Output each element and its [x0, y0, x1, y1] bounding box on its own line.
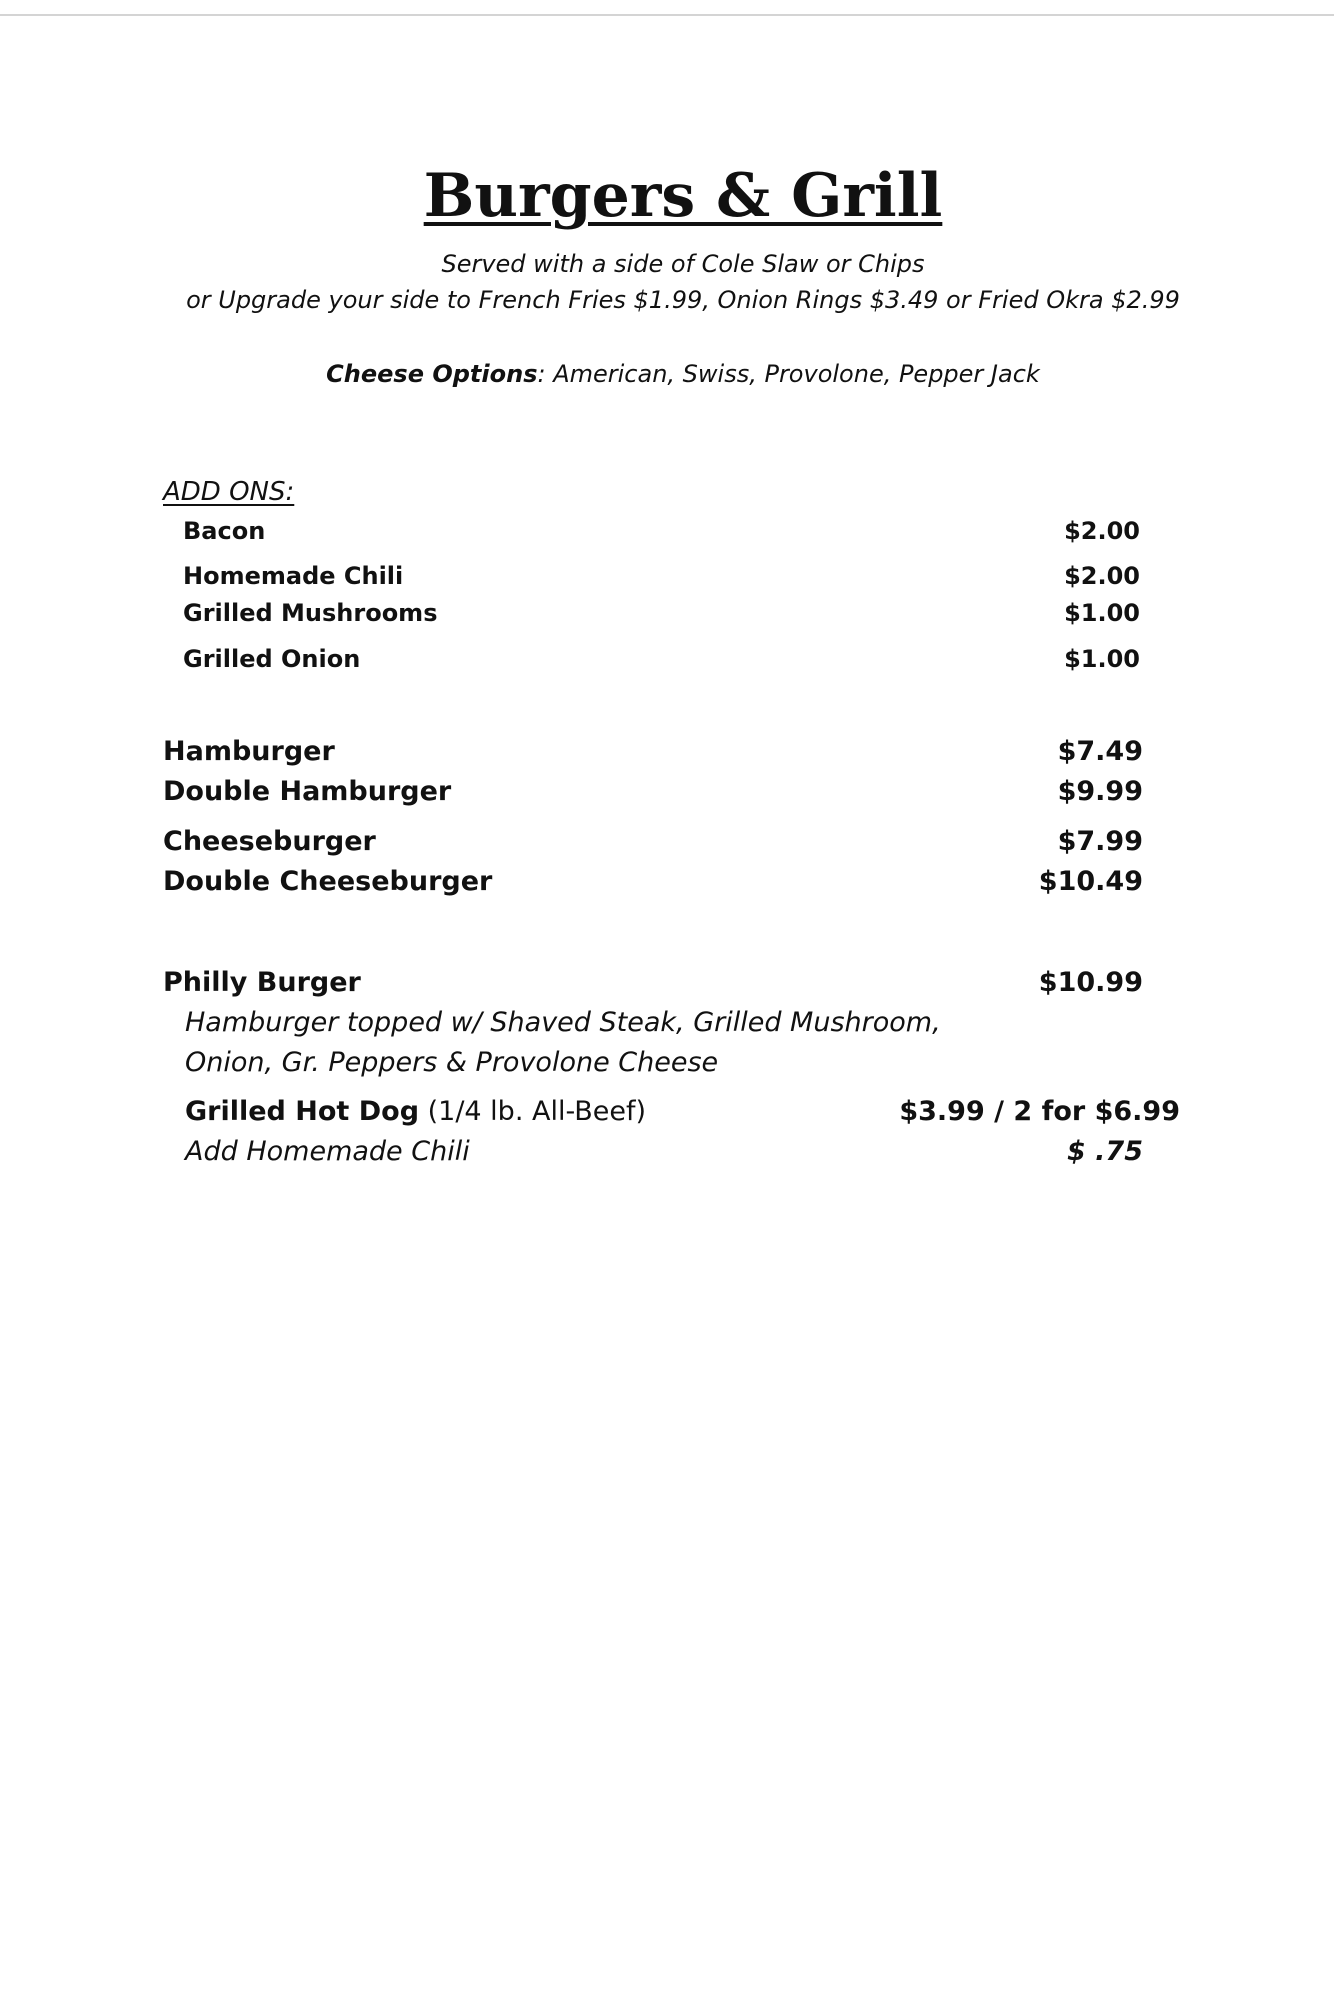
menu-item-price: $7.99 — [1057, 826, 1143, 857]
served-with-note: Served with a side of Cole Slaw or Chips — [441, 250, 925, 278]
addon-item-name: Bacon — [183, 517, 266, 545]
hot-dog-item — [185, 1094, 646, 1130]
philly-burger-name: Philly Burger — [163, 967, 361, 998]
menu-item-price: $7.49 — [1057, 736, 1143, 767]
menu-item-name: Double Hamburger — [163, 776, 452, 807]
menu-item-name: Double Cheeseburger — [163, 866, 493, 897]
top-divider — [0, 14, 1334, 16]
menu-title: Burgers & Grill — [423, 161, 943, 231]
philly-burger-price: $10.99 — [1038, 967, 1143, 998]
addon-item-price: $2.00 — [1064, 562, 1140, 590]
menu-item-name: Cheeseburger — [163, 826, 376, 857]
hot-dog-addon-label: Add Homemade Chili — [185, 1136, 470, 1167]
cheese-options-label: Cheese Options — [326, 360, 538, 388]
upgrade-side-note: or Upgrade your side to French Fries $1.99, Onion Rings $3.49 or Fried Okra $2.99 — [186, 286, 1180, 314]
hot-dog-price: $3.99 / 2 for $6.99 — [899, 1096, 1180, 1127]
hot-dog-name: Grilled Hot Dog — [185, 1096, 420, 1127]
hot-dog-detail: (1/4 lb. All-Beef) — [419, 1096, 647, 1127]
cheese-options-values: : American, Swiss, Provolone, Pepper Jack — [537, 360, 1040, 388]
addons-heading: ADD ONS: — [163, 477, 295, 507]
philly-burger-description-line2: Onion, Gr. Peppers & Provolone Cheese — [185, 1047, 719, 1078]
addon-item-price: $1.00 — [1064, 599, 1140, 627]
addon-item-price: $1.00 — [1064, 645, 1140, 673]
menu-item-price: $9.99 — [1057, 776, 1143, 807]
menu-item-name: Hamburger — [163, 736, 335, 767]
addon-item-name: Grilled Mushrooms — [183, 599, 438, 627]
addon-item-price: $2.00 — [1064, 517, 1140, 545]
philly-burger-description-line1: Hamburger topped w/ Shaved Steak, Grilled Mushroom, — [185, 1007, 941, 1038]
hot-dog-addon-price: $ .75 — [1066, 1136, 1143, 1167]
menu-item-price: $10.49 — [1038, 866, 1143, 897]
addon-item-name: Homemade Chili — [183, 562, 404, 590]
cheese-options — [0, 358, 1334, 390]
addon-item-name: Grilled Onion — [183, 645, 361, 673]
